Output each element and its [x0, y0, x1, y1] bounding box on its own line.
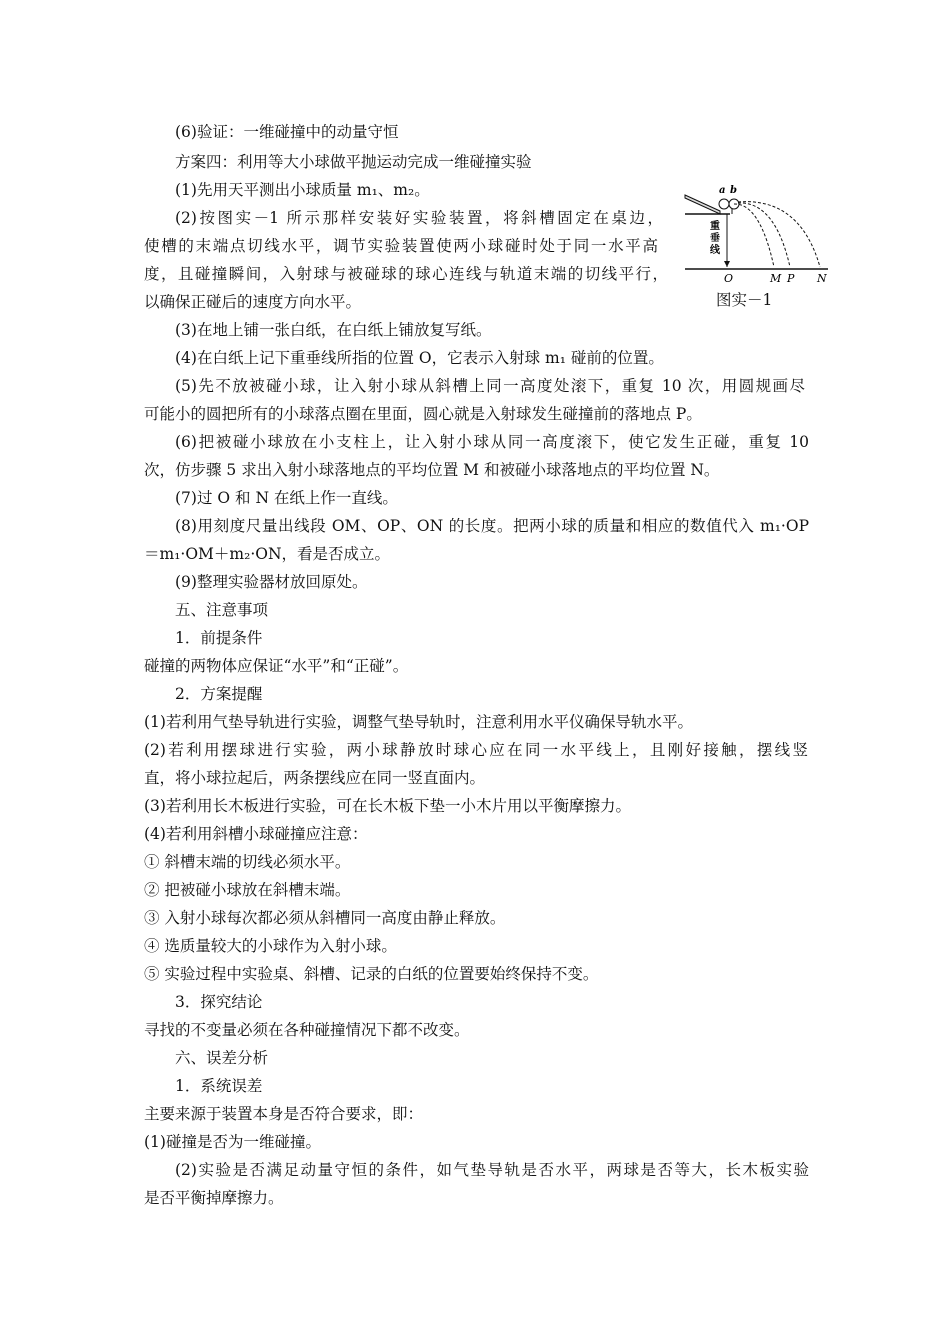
- point-o-label: O: [724, 272, 734, 285]
- text-line: (3)若利用长木板进行实验，可在长木板下垫一小木片用以平衡摩擦力。: [144, 797, 631, 815]
- trajectory-p: [738, 203, 790, 267]
- list-item: ② 把被碰小球放在斜槽末端。: [144, 881, 351, 899]
- text-line: (5)先不放被碰小球，让入射小球从斜槽上同一高度处滚下，重复 10 次，用圆规画尽: [175, 377, 805, 395]
- plumb-label-3: 线: [710, 245, 720, 256]
- list-item: ④ 选质量较大的小球作为入射小球。: [144, 937, 397, 955]
- text-line: (7)过 O 和 N 在纸上作一直线。: [175, 489, 398, 507]
- ball-a: [719, 199, 729, 209]
- text-line: 使槽的末端点切线水平，调节实验装置使两小球碰时处于同一水平高: [144, 237, 658, 255]
- text-line: 以确保正碰后的速度方向水平。: [144, 293, 362, 311]
- subsection-heading: 1．系统误差: [175, 1077, 263, 1095]
- text-line: (3)在地上铺一张白纸，在白纸上铺放复写纸。: [175, 321, 492, 339]
- point-m-label: M: [770, 272, 782, 285]
- text-line: (1)若利用气垫导轨进行实验，调整气垫导轨时，注意利用水平仪确保导轨水平。: [144, 713, 693, 731]
- plumb-label-1: 重: [710, 221, 720, 232]
- text-line: 主要来源于装置本身是否符合要求，即：: [144, 1105, 424, 1123]
- subsection-heading: 2．方案提醒: [175, 685, 263, 703]
- text-line: (8)用刻度尺量出线段 OM、OP、ON 的长度。把两小球的质量和相应的数值代入 m₁·OP: [175, 517, 809, 535]
- text-line: 度，且碰撞瞬间，入射球与被碰球的球心连线与轨道末端的切线平行，: [144, 265, 668, 283]
- text-line: (2)若利用摆球进行实验，两小球静放时球心应在同一水平线上，且刚好接触，摆线竖: [144, 741, 808, 759]
- figure-caption: 图实－1: [716, 291, 773, 309]
- ball-b-label: b: [730, 185, 737, 196]
- section-heading: 六、误差分析: [175, 1049, 269, 1067]
- point-n-label: N: [817, 272, 827, 285]
- text-line: (1)碰撞是否为一维碰撞。: [144, 1133, 321, 1151]
- text-line: (2)实验是否满足动量守恒的条件，如气垫导轨是否水平，两球是否等大，长木板实验: [175, 1161, 809, 1179]
- trajectory-m: [734, 204, 774, 267]
- text-line: ＝m₁·OM＋m₂·ON，看是否成立。: [144, 545, 391, 563]
- ball-a-label: a: [719, 185, 726, 196]
- plumb-label-2: 垂: [710, 233, 720, 244]
- text-line: 方案四：利用等大小球做平抛运动完成一维碰撞实验: [175, 153, 532, 171]
- text-line: 直，将小球拉起后，两条摆线应在同一竖直面内。: [144, 769, 486, 787]
- point-p-label: P: [787, 272, 795, 285]
- subsection-heading: 3．探究结论: [175, 993, 263, 1011]
- text-line: 碰撞的两物体应保证“水平”和“正碰”。: [144, 657, 409, 675]
- text-line: 是否平衡掉摩擦力。: [144, 1189, 284, 1207]
- text-line: 可能小的圆把所有的小球落点圈在里面，圆心就是入射球发生碰撞前的落地点 P。: [144, 405, 702, 423]
- text-line: (2)按图实－1 所示那样安装好实验装置，将斜槽固定在桌边，: [175, 209, 663, 227]
- plumb-bob: [724, 261, 730, 267]
- ramp-shape: [685, 195, 720, 214]
- text-line: (6)把被碰小球放在小支柱上，让入射小球从同一高度滚下，使它发生正碰，重复 10: [175, 433, 809, 451]
- text-line: (1)先用天平测出小球质量 m₁、m₂。: [175, 181, 430, 199]
- text-line: (6)验证：一维碰撞中的动量守恒: [175, 123, 399, 141]
- subsection-heading: 1．前提条件: [175, 629, 263, 647]
- list-item: ③ 入射小球每次都必须从斜槽同一高度由静止释放。: [144, 909, 506, 927]
- text-line: 寻找的不变量必须在各种碰撞情况下都不改变。: [144, 1021, 470, 1039]
- text-line: 次，仿步骤 5 求出入射小球落地点的平均位置 M 和被碰小球落地点的平均位置 N。: [144, 461, 720, 479]
- text-line: (4)在白纸上记下重垂线所指的位置 O，它表示入射球 m₁ 碰前的位置。: [175, 349, 664, 367]
- list-item: ⑤ 实验过程中实验桌、斜槽、记录的白纸的位置要始终保持不变。: [144, 965, 599, 983]
- section-heading: 五、注意事项: [175, 601, 269, 619]
- text-line: (9)整理实验器材放回原处。: [175, 573, 368, 591]
- list-item: ① 斜槽末端的切线必须水平。: [144, 853, 351, 871]
- text-line: (4)若利用斜槽小球碰撞应注意：: [144, 825, 368, 843]
- apparatus-diagram: [680, 183, 830, 288]
